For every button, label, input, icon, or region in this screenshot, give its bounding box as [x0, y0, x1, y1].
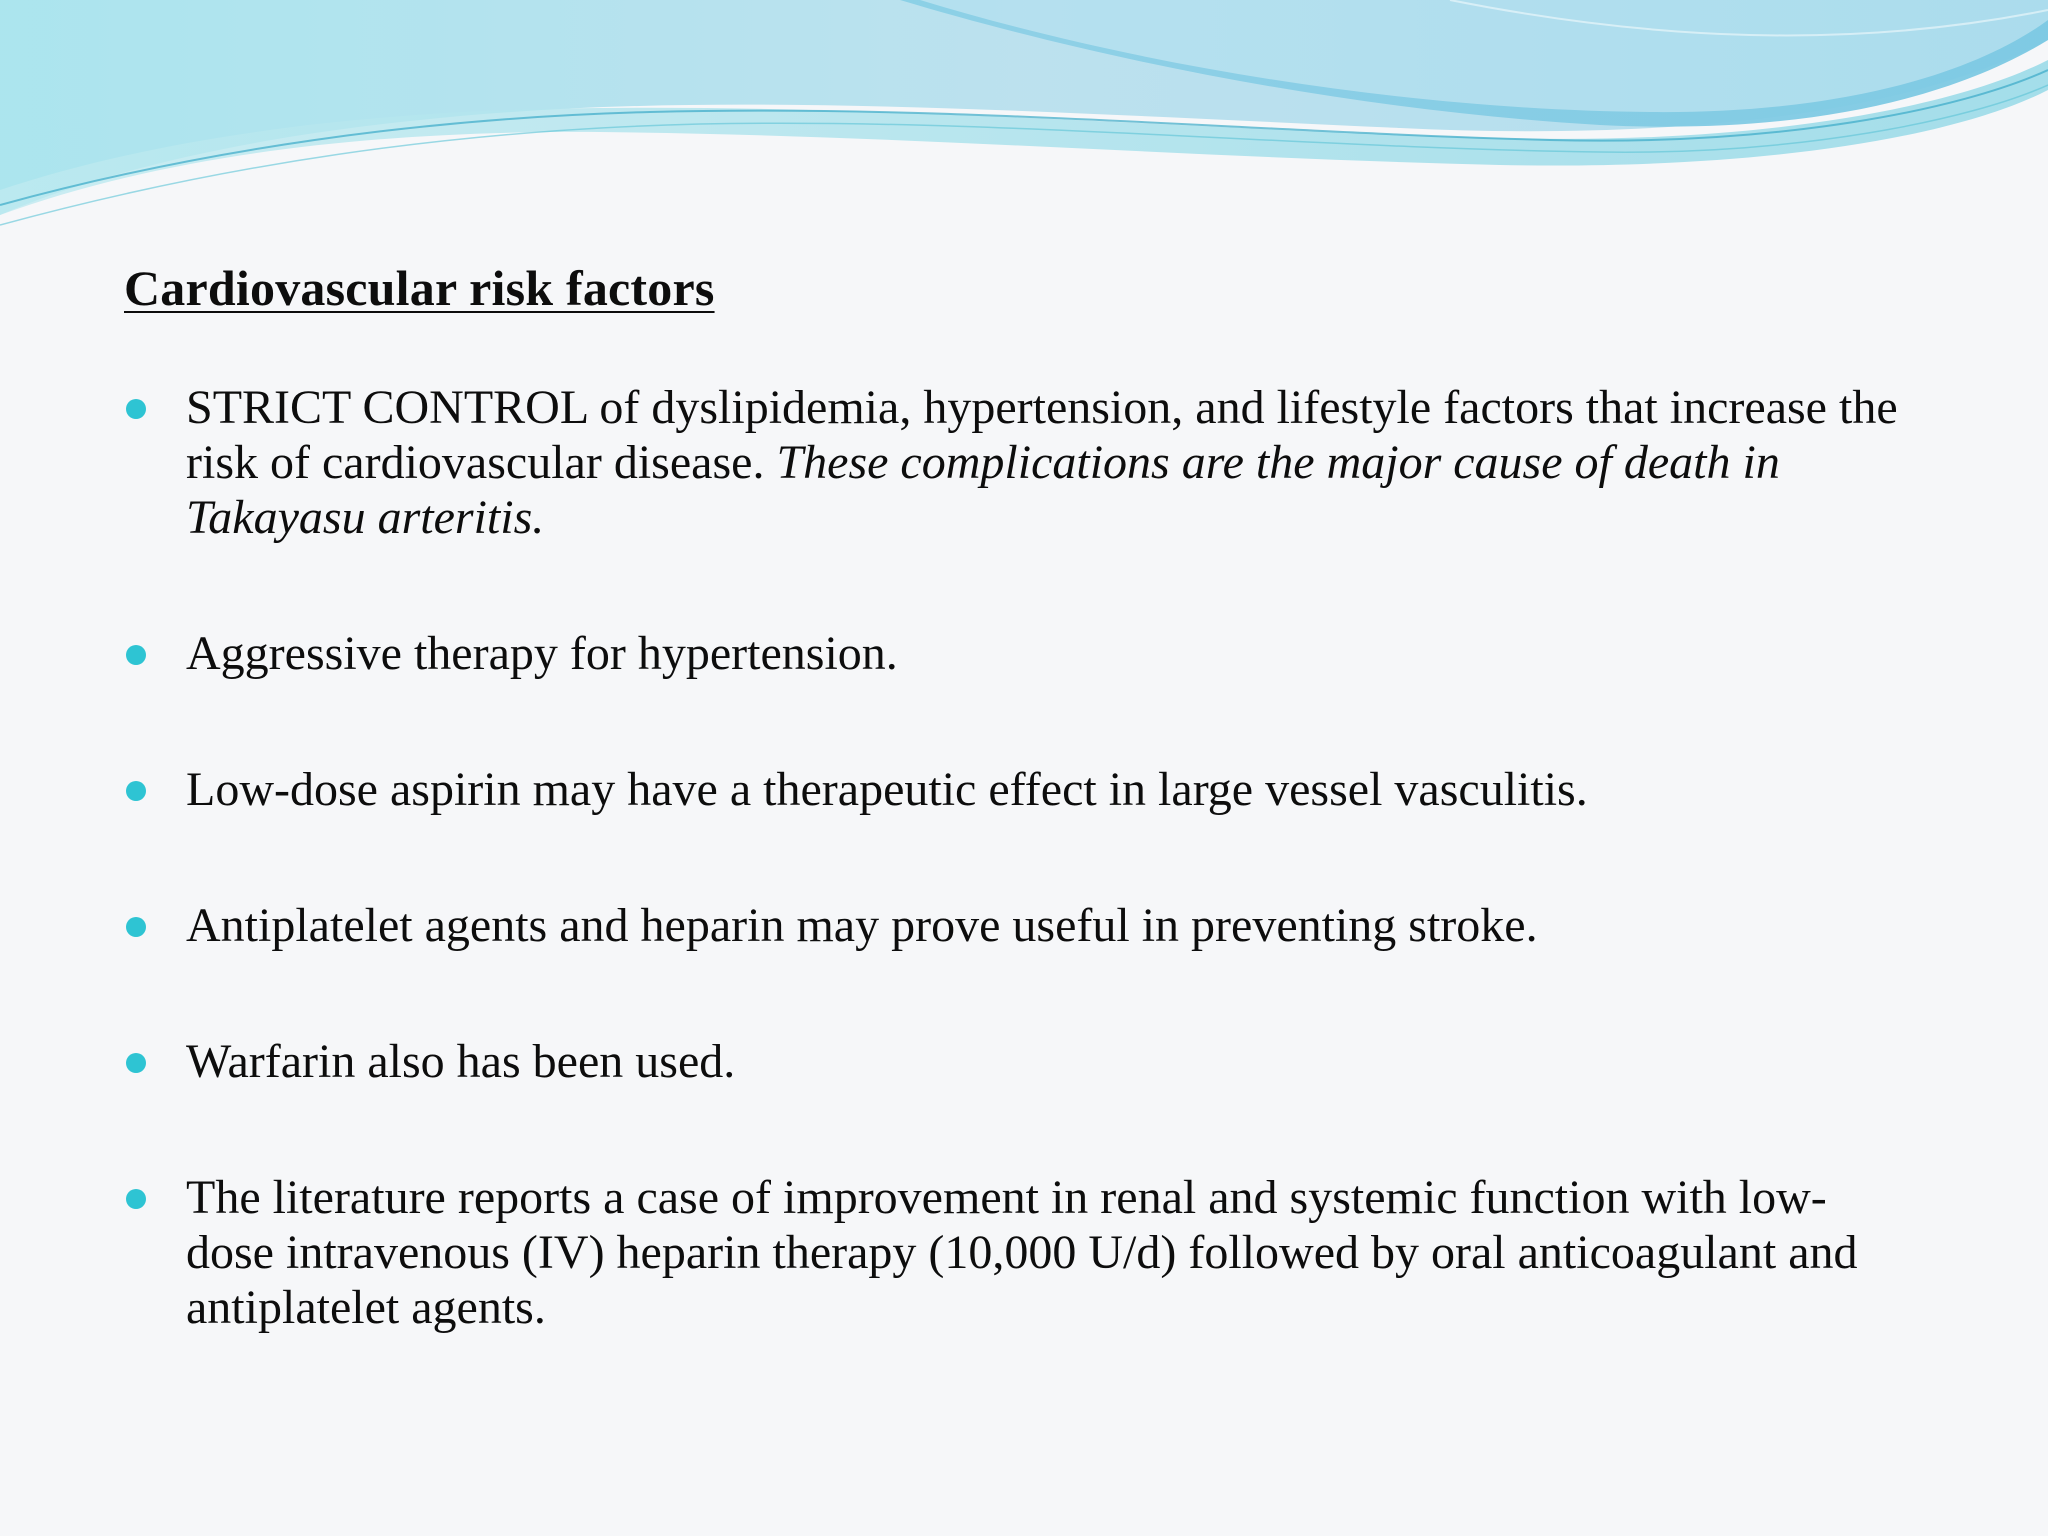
- list-item: [124, 626, 1904, 681]
- bullet-dot-icon: [126, 917, 146, 937]
- slide-content: [124, 258, 1904, 1335]
- bullet-italic-text: These complications are the major cause of death in Takayasu arteritis.: [186, 436, 1780, 544]
- list-item: [124, 762, 1904, 817]
- bullet-text: Antiplatelet agents and heparin may prove useful in preventing stroke.: [186, 899, 1538, 952]
- slide-heading: Cardiovascular risk factors: [124, 260, 715, 316]
- bullet-dot-icon: [126, 399, 146, 419]
- list-item: [124, 898, 1904, 953]
- bullet-text: STRICT CONTROL of dyslipidemia, hypertension, and lifestyle factors that increase the risk of cardiovascular disease.: [186, 381, 1898, 489]
- bullet-list: [124, 380, 1904, 1335]
- decorative-wave-header: [0, 0, 2048, 240]
- bullet-dot-icon: [126, 781, 146, 801]
- bullet-text: The literature reports a case of improvement in renal and systemic function with low-dose intravenous (IV) heparin therapy (10,000 U/d) followed by oral anticoagulant and antiplatelet agents.: [186, 1171, 1858, 1334]
- list-item: [124, 1170, 1904, 1335]
- bullet-dot-icon: [126, 1053, 146, 1073]
- list-item: [124, 380, 1904, 545]
- bullet-dot-icon: [126, 645, 146, 665]
- list-item: [124, 1034, 1904, 1089]
- bullet-text: Aggressive therapy for hypertension.: [186, 627, 898, 680]
- bullet-dot-icon: [126, 1189, 146, 1209]
- bullet-text: Warfarin also has been used.: [186, 1035, 736, 1088]
- bullet-text: Low-dose aspirin may have a therapeutic effect in large vessel vasculitis.: [186, 763, 1588, 816]
